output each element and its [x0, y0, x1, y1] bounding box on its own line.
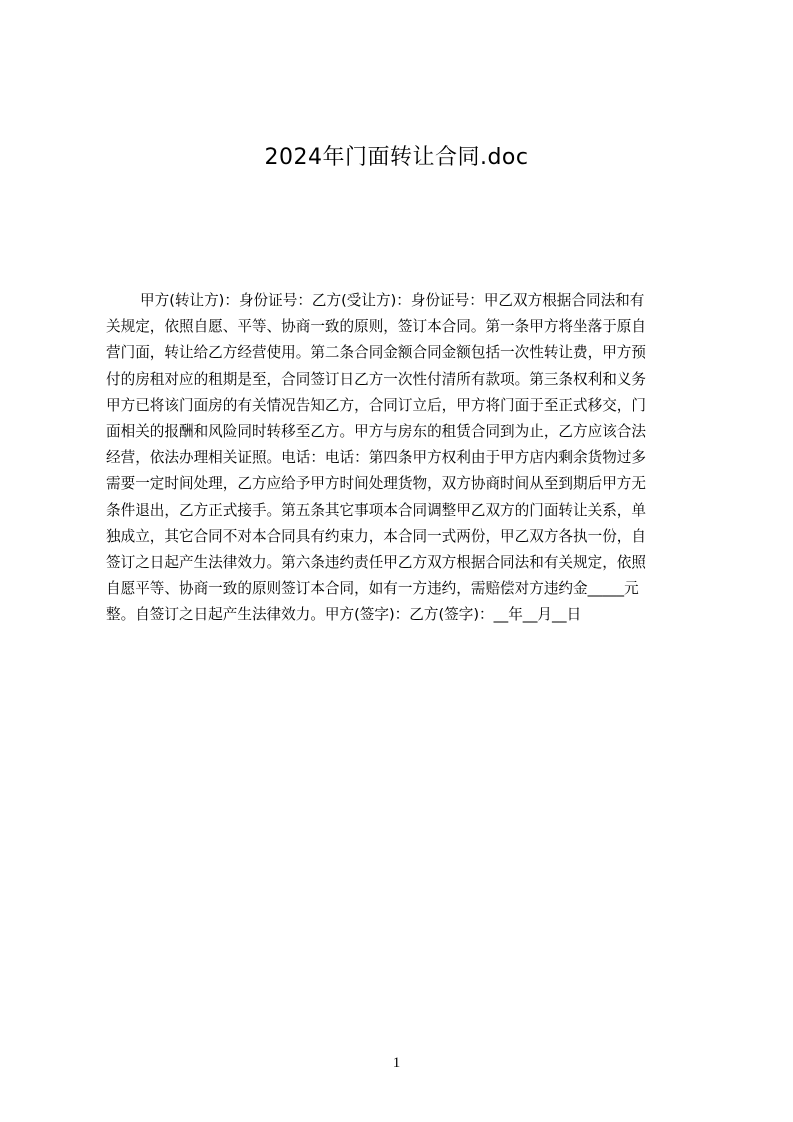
- body-line: 条件退出，乙方正式接手。第五条其它事项本合同调整甲乙双方的门面转让关系，单: [106, 501, 646, 519]
- document-title: 2024年门面转让合同.doc: [264, 145, 529, 170]
- page-number: 1: [392, 1055, 401, 1071]
- body-line: 营门面，转让给乙方经营使用。第二条合同金额合同金额包括一次性转让费，甲方预: [106, 344, 646, 362]
- body-line: 面相关的报酬和风险同时转移至乙方。甲方与房东的租赁合同到为止，乙方应该合法: [106, 422, 646, 440]
- document-body: [106, 288, 698, 628]
- body-line: 甲方已将该门面房的有关情况告知乙方，合同订立后，甲方将门面于至正式移交，门: [106, 396, 646, 414]
- body-line: 付的房租对应的租期是至，合同签订日乙方一次性付清所有款项。第三条权利和义务: [106, 370, 646, 388]
- body-line: 签订之日起产生法律效力。第六条违约责任甲乙方双方根据合同法和有关规定，依照: [106, 553, 646, 571]
- body-line: 独成立，其它合同不对本合同具有约束力，本合同一式两份，甲乙双方各执一份，自: [106, 527, 646, 545]
- body-line: 需要一定时间处理，乙方应给予甲方时间处理货物，双方协商时间从至到期后甲方无: [106, 475, 646, 493]
- body-line: 关规定，依照自愿、平等、协商一致的原则，签订本合同。第一条甲方将坐落于原自: [106, 318, 646, 336]
- body-line: 整。自签订之日起产生法律效力。甲方(签字)：乙方(签字)：__年__月__日: [106, 606, 582, 624]
- body-line: 自愿平等、协商一致的原则签订本合同，如有一方违约，需赔偿对方违约金_____元: [106, 580, 639, 598]
- body-line: 甲方(转让方)：身份证号：乙方(受让方)：身份证号：甲乙双方根据合同法和有: [140, 292, 645, 309]
- body-line: 经营，依法办理相关证照。电话：电话：第四条甲方权利由于甲方店内剩余货物过多: [106, 449, 646, 467]
